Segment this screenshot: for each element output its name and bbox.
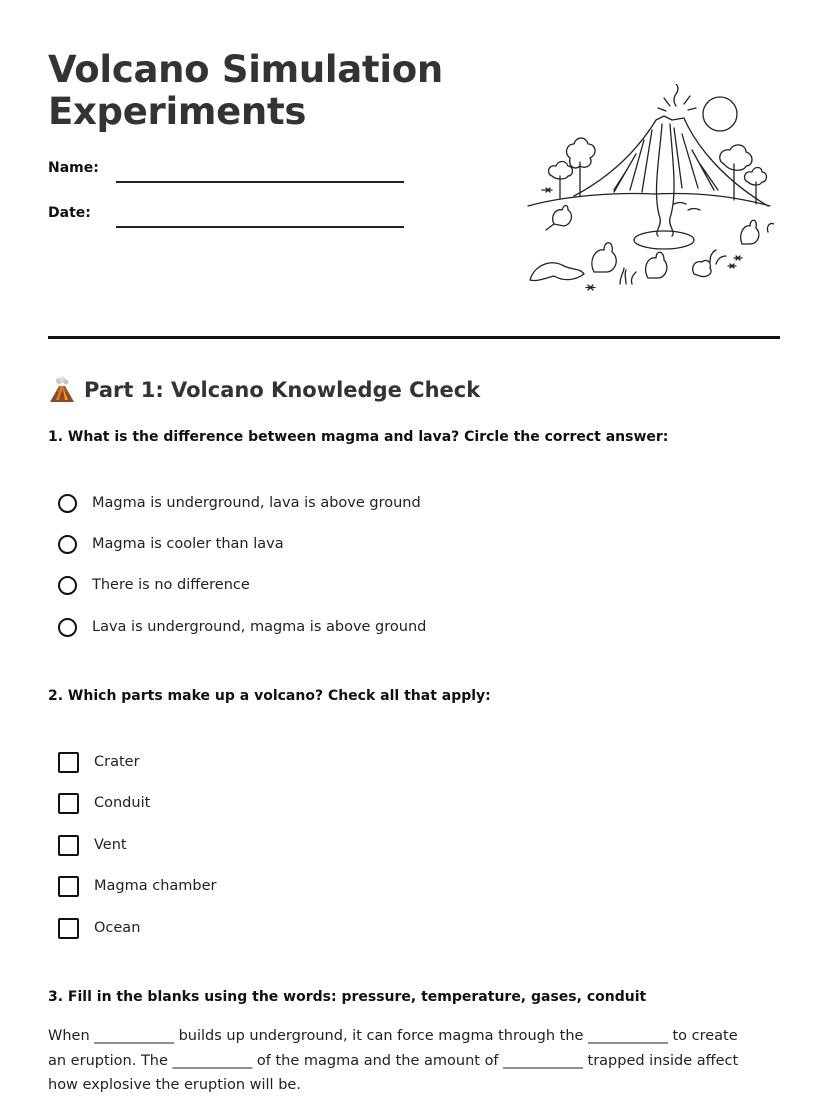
name-field — [48, 160, 408, 190]
checkbox-square[interactable] — [58, 918, 79, 939]
date-field — [48, 205, 408, 235]
q2-option-3[interactable] — [58, 832, 127, 858]
q2-option-2[interactable] — [58, 790, 150, 816]
checkbox-square[interactable] — [58, 835, 79, 856]
section-divider — [48, 336, 780, 339]
kangaroo-left — [592, 243, 616, 272]
q1-option-label: Magma is underground, lava is above ground — [92, 495, 421, 511]
part1-heading — [48, 374, 480, 406]
q1-option-label: There is no difference — [92, 577, 250, 593]
q2-option-label: Conduit — [94, 795, 151, 811]
volcano-icon — [48, 376, 76, 404]
q2-option-label: Crater — [94, 754, 140, 770]
checkbox-square[interactable] — [58, 876, 79, 897]
worksheet-title — [48, 49, 488, 133]
worksheet-page — [48, 0, 780, 1118]
part1-title: Part 1: Volcano Knowledge Check — [84, 378, 481, 402]
q1-option-4[interactable] — [58, 614, 426, 640]
kangaroo-center — [646, 252, 667, 278]
lava-pool — [634, 231, 694, 249]
checkbox-square[interactable] — [58, 793, 79, 814]
q1-option-3[interactable] — [58, 572, 250, 598]
q2-option-label: Ocean — [94, 920, 141, 936]
q2-option-1[interactable] — [58, 749, 140, 775]
sun-shape — [703, 97, 737, 131]
date-blank-line[interactable] — [116, 226, 404, 228]
q2-option-5[interactable] — [58, 915, 140, 941]
question-2-text: 2. Which parts make up a volcano? Check all that apply: — [48, 688, 491, 704]
lava-flow — [657, 124, 662, 236]
q1-option-label: Magma is cooler than lava — [92, 536, 284, 552]
radio-circle[interactable] — [58, 618, 77, 637]
title-line-1: Volcano Simulation — [48, 48, 443, 91]
date-label: Date: — [48, 205, 91, 221]
title-line-2: Experiments — [48, 90, 307, 133]
fill-in-blank-paragraph: When ___________ builds up underground, it can force magma through the ___________ to create an eruption. The ___________ of the magma and the amount of ___________ trapped inside affect how explosive the eruption will be. — [48, 1028, 739, 1093]
lying-animal — [530, 263, 584, 281]
name-blank-line[interactable] — [116, 181, 404, 183]
q1-option-1[interactable] — [58, 490, 421, 516]
kangaroo-right — [741, 220, 759, 244]
q2-option-label: Magma chamber — [94, 878, 217, 894]
volcano-illustration — [524, 84, 774, 296]
q2-option-4[interactable] — [58, 873, 216, 899]
radio-circle[interactable] — [58, 535, 77, 554]
question-1-text: 1. What is the difference between magma and lava? Circle the correct answer: — [48, 429, 669, 445]
small-kangaroo — [546, 206, 571, 231]
q2-option-label: Vent — [94, 837, 127, 853]
q1-option-label: Lava is underground, magma is above ground — [92, 619, 427, 635]
radio-circle[interactable] — [58, 576, 77, 595]
checkbox-square[interactable] — [58, 752, 79, 773]
name-label: Name: — [48, 160, 99, 176]
radio-circle[interactable] — [58, 494, 77, 513]
q1-option-2[interactable] — [58, 531, 284, 557]
question-3-text: 3. Fill in the blanks using the words: pressure, temperature, gases, conduit — [48, 989, 647, 1005]
